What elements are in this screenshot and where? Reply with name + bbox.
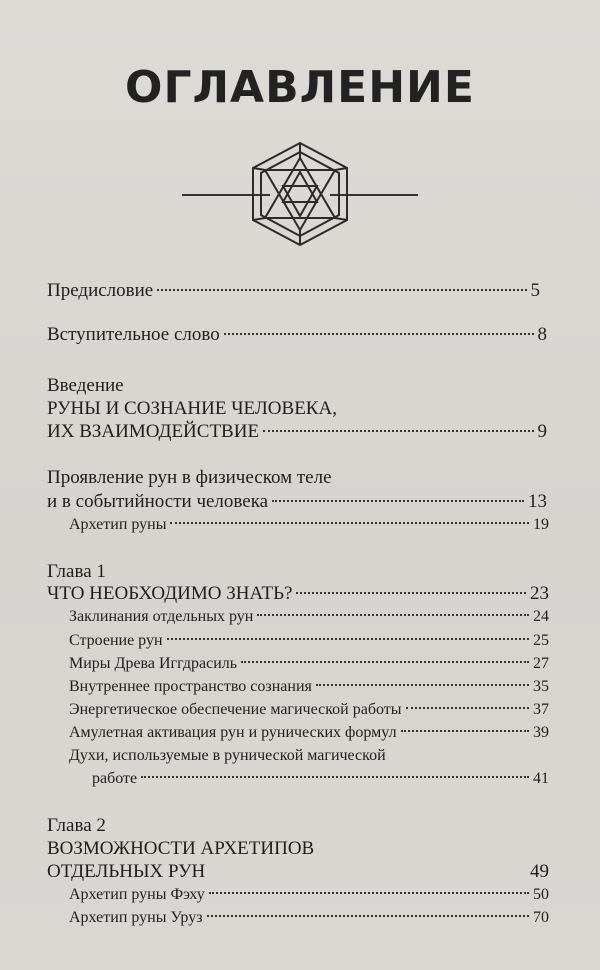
dot-leader <box>401 730 529 732</box>
dot-leader <box>209 892 529 894</box>
toc-entry-label: Архетип руны <box>69 516 167 533</box>
toc-page-number: 41 <box>533 770 549 787</box>
toc-subentry-chapter2[interactable] <box>69 886 549 904</box>
toc-subentry-archetype[interactable] <box>69 516 549 534</box>
dot-leader <box>241 661 529 663</box>
page-title: ОГЛАВЛЕНИЕ <box>125 62 475 113</box>
toc-entry-label: ИХ ВЗАИМОДЕЙСТВИЕ <box>47 421 260 442</box>
toc-entry-intro-word[interactable] <box>47 324 547 346</box>
toc-page-number: 5 <box>530 280 540 301</box>
toc-page-number: 19 <box>533 516 549 533</box>
toc-entry-label: Архетип руны Уруз <box>69 909 203 926</box>
toc-page-number: 8 <box>537 324 547 345</box>
toc-page-number: 35 <box>533 678 549 695</box>
toc-entry-preface[interactable] <box>47 280 540 302</box>
dot-leader <box>157 289 526 291</box>
dot-leader <box>296 592 526 594</box>
toc-page-number: 37 <box>533 701 549 718</box>
toc-entry-introduction[interactable] <box>47 421 547 443</box>
chapter2-label: Глава 2 <box>47 815 106 836</box>
toc-entry-label: Внутреннее пространство сознания <box>69 678 312 695</box>
toc-page-number: 27 <box>533 655 549 672</box>
dot-leader <box>224 333 534 335</box>
toc-subentry-chapter1[interactable] <box>69 724 549 742</box>
toc-subentry-chapter1[interactable] <box>69 701 549 719</box>
toc-page-number: 49 <box>530 861 549 882</box>
toc-entry-label: ЧТО НЕОБХОДИМО ЗНАТЬ? <box>47 583 293 604</box>
toc-entry-label: Строение рун <box>69 632 163 649</box>
toc-subentry-spirits-line1: Духи, используемые в рунической магической <box>69 747 386 764</box>
toc-entry-label: Амулетная активация рун и рунических формул <box>69 724 397 741</box>
dot-leader <box>272 500 524 502</box>
dot-leader <box>257 614 529 616</box>
chapter1-label: Глава 1 <box>47 561 106 582</box>
toc-page-number: 39 <box>533 724 549 741</box>
section-label-introduction: Введение <box>47 375 124 396</box>
toc-subentry-chapter1[interactable] <box>69 655 549 673</box>
toc-entry-label: Архетип руны Фэху <box>69 886 205 903</box>
toc-entry-label: работе <box>92 770 138 787</box>
dot-leader <box>170 522 529 524</box>
toc-entry-chapter2[interactable] <box>47 861 549 883</box>
toc-entry-manifestation-line1: Проявление рун в физическом теле <box>47 467 332 488</box>
dot-leader <box>263 430 533 432</box>
toc-page-number: 9 <box>537 421 547 442</box>
toc-entry-label: Вступительное слово <box>47 324 220 345</box>
toc-entry-manifestation[interactable] <box>47 491 547 513</box>
toc-entry-label: Заклинания отдельных рун <box>69 608 254 625</box>
dot-leader <box>209 870 526 872</box>
toc-page-number: 13 <box>528 491 547 512</box>
toc-entry-label: Энергетическое обеспечение магической работы <box>69 701 402 718</box>
toc-subentry-chapter1[interactable] <box>69 678 549 696</box>
toc-page-number: 70 <box>533 909 549 926</box>
toc-entry-chapter1[interactable] <box>47 583 549 605</box>
toc-entry-label: Предисловие <box>47 280 154 301</box>
toc-page-number: 25 <box>533 632 549 649</box>
toc-subentry-chapter1[interactable] <box>69 632 549 650</box>
dot-leader <box>316 684 529 686</box>
toc-subentry-spirits[interactable] <box>92 770 549 788</box>
toc-page-number: 24 <box>533 608 549 625</box>
dot-leader <box>207 915 529 917</box>
toc-entry-label: и в событийности человека <box>47 491 269 512</box>
toc-entry-label: Миры Древа Иггдрасиль <box>69 655 238 672</box>
dot-leader <box>141 776 529 778</box>
chapter2-title-line1: ВОЗМОЖНОСТИ АРХЕТИПОВ <box>47 838 315 859</box>
dot-leader <box>406 707 530 709</box>
toc-page-number: 50 <box>533 886 549 903</box>
section-title-introduction-line1: РУНЫ И СОЗНАНИЕ ЧЕЛОВЕКА, <box>47 398 337 419</box>
dot-leader <box>167 638 529 640</box>
toc-page-number: 23 <box>530 583 549 604</box>
toc-entry-label: ОТДЕЛЬНЫХ РУН <box>47 861 206 882</box>
toc-subentry-chapter1[interactable] <box>69 608 549 626</box>
toc-subentry-chapter2[interactable] <box>69 909 549 927</box>
